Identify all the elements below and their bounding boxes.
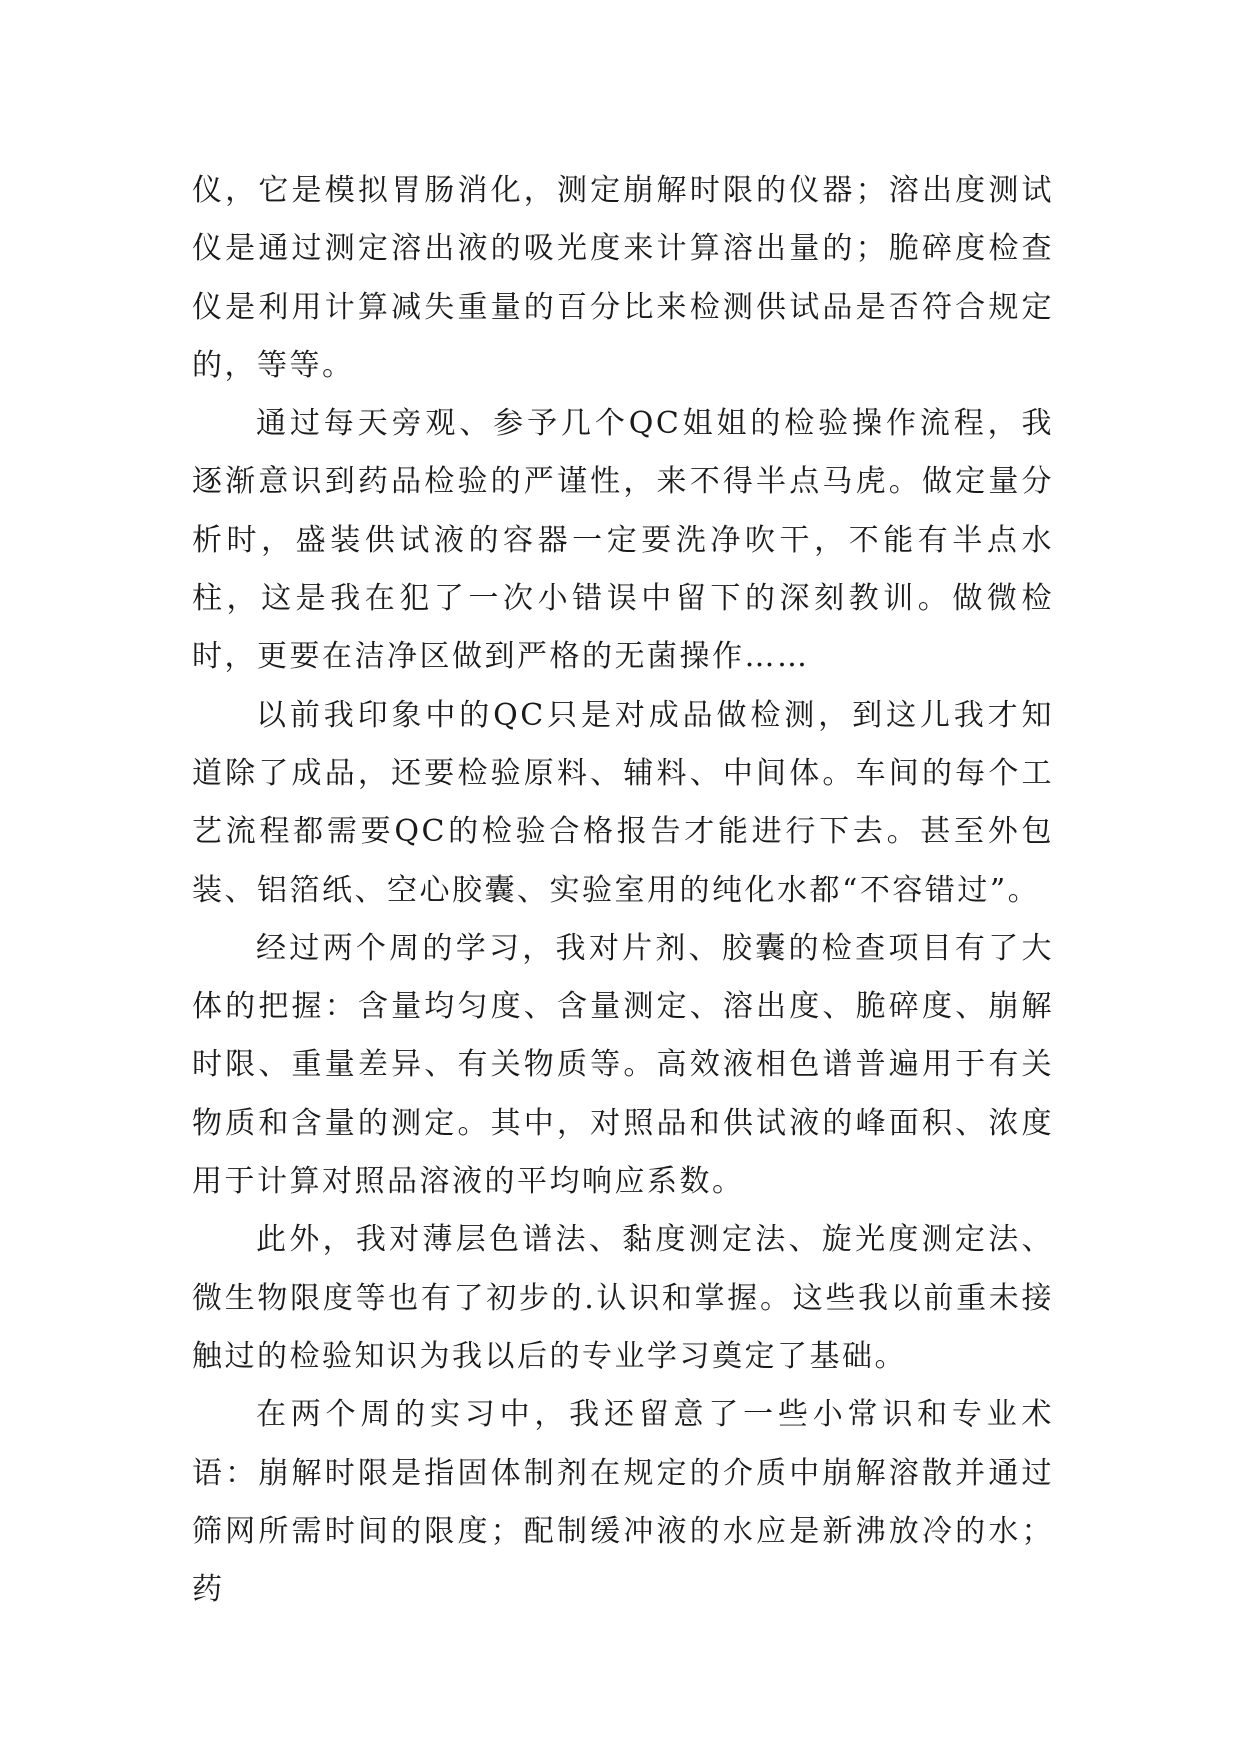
paragraph-3: 以前我印象中的QC只是对成品做检测，到这儿我才知道除了成品，还要检验原料、辅料、中间体。车间的每个工艺流程都需要QC的检验合格报告才能进行下去。甚至外包装、铝箔纸、空心胶囊、实验室用的纯化水都“不容错过”。 <box>192 697 1054 908</box>
paragraph-5: 此外，我对薄层色谱法、黏度测定法、旋光度测定法、微生物限度等也有了初步的.认识和掌握。这些我以前重未接触过的检验知识为我以后的专业学习奠定了基础。 <box>192 1222 1054 1374</box>
document-body <box>192 162 1054 1619</box>
paragraph-2: 通过每天旁观、参予几个QC姐姐的检验操作流程，我逐渐意识到药品检验的严谨性，来不得半点马虎。做定量分析时，盛装供试液的容器一定要洗净吹干，不能有半点水柱，这是我在犯了一次小错误中留下的深刻教训。做微检时，更要在洁净区做到严格的无菌操作…… <box>192 406 1054 675</box>
paragraph-1: 仪，它是模拟胃肠消化，测定崩解时限的仪器；溶出度测试仪是通过测定溶出液的吸光度来计算溶出量的；脆碎度检查仪是利用计算减失重量的百分比来检测供试品是否符合规定的，等等。 <box>192 173 1054 383</box>
paragraph-6: 在两个周的实习中，我还留意了一些小常识和专业术语：崩解时限是指固体制剂在规定的介质中崩解溶散并通过筛网所需时间的限度；配制缓冲液的水应是新沸放冷的水；药 <box>192 1397 1054 1608</box>
paragraph-4: 经过两个周的学习，我对片剂、胶囊的检查项目有了大体的把握：含量均匀度、含量测定、溶出度、脆碎度、崩解时限、重量差异、有关物质等。高效液相色谱普遍用于有关物质和含量的测定。其中，对照品和供试液的峰面积、浓度用于计算对照品溶液的平均响应系数。 <box>192 930 1054 1200</box>
